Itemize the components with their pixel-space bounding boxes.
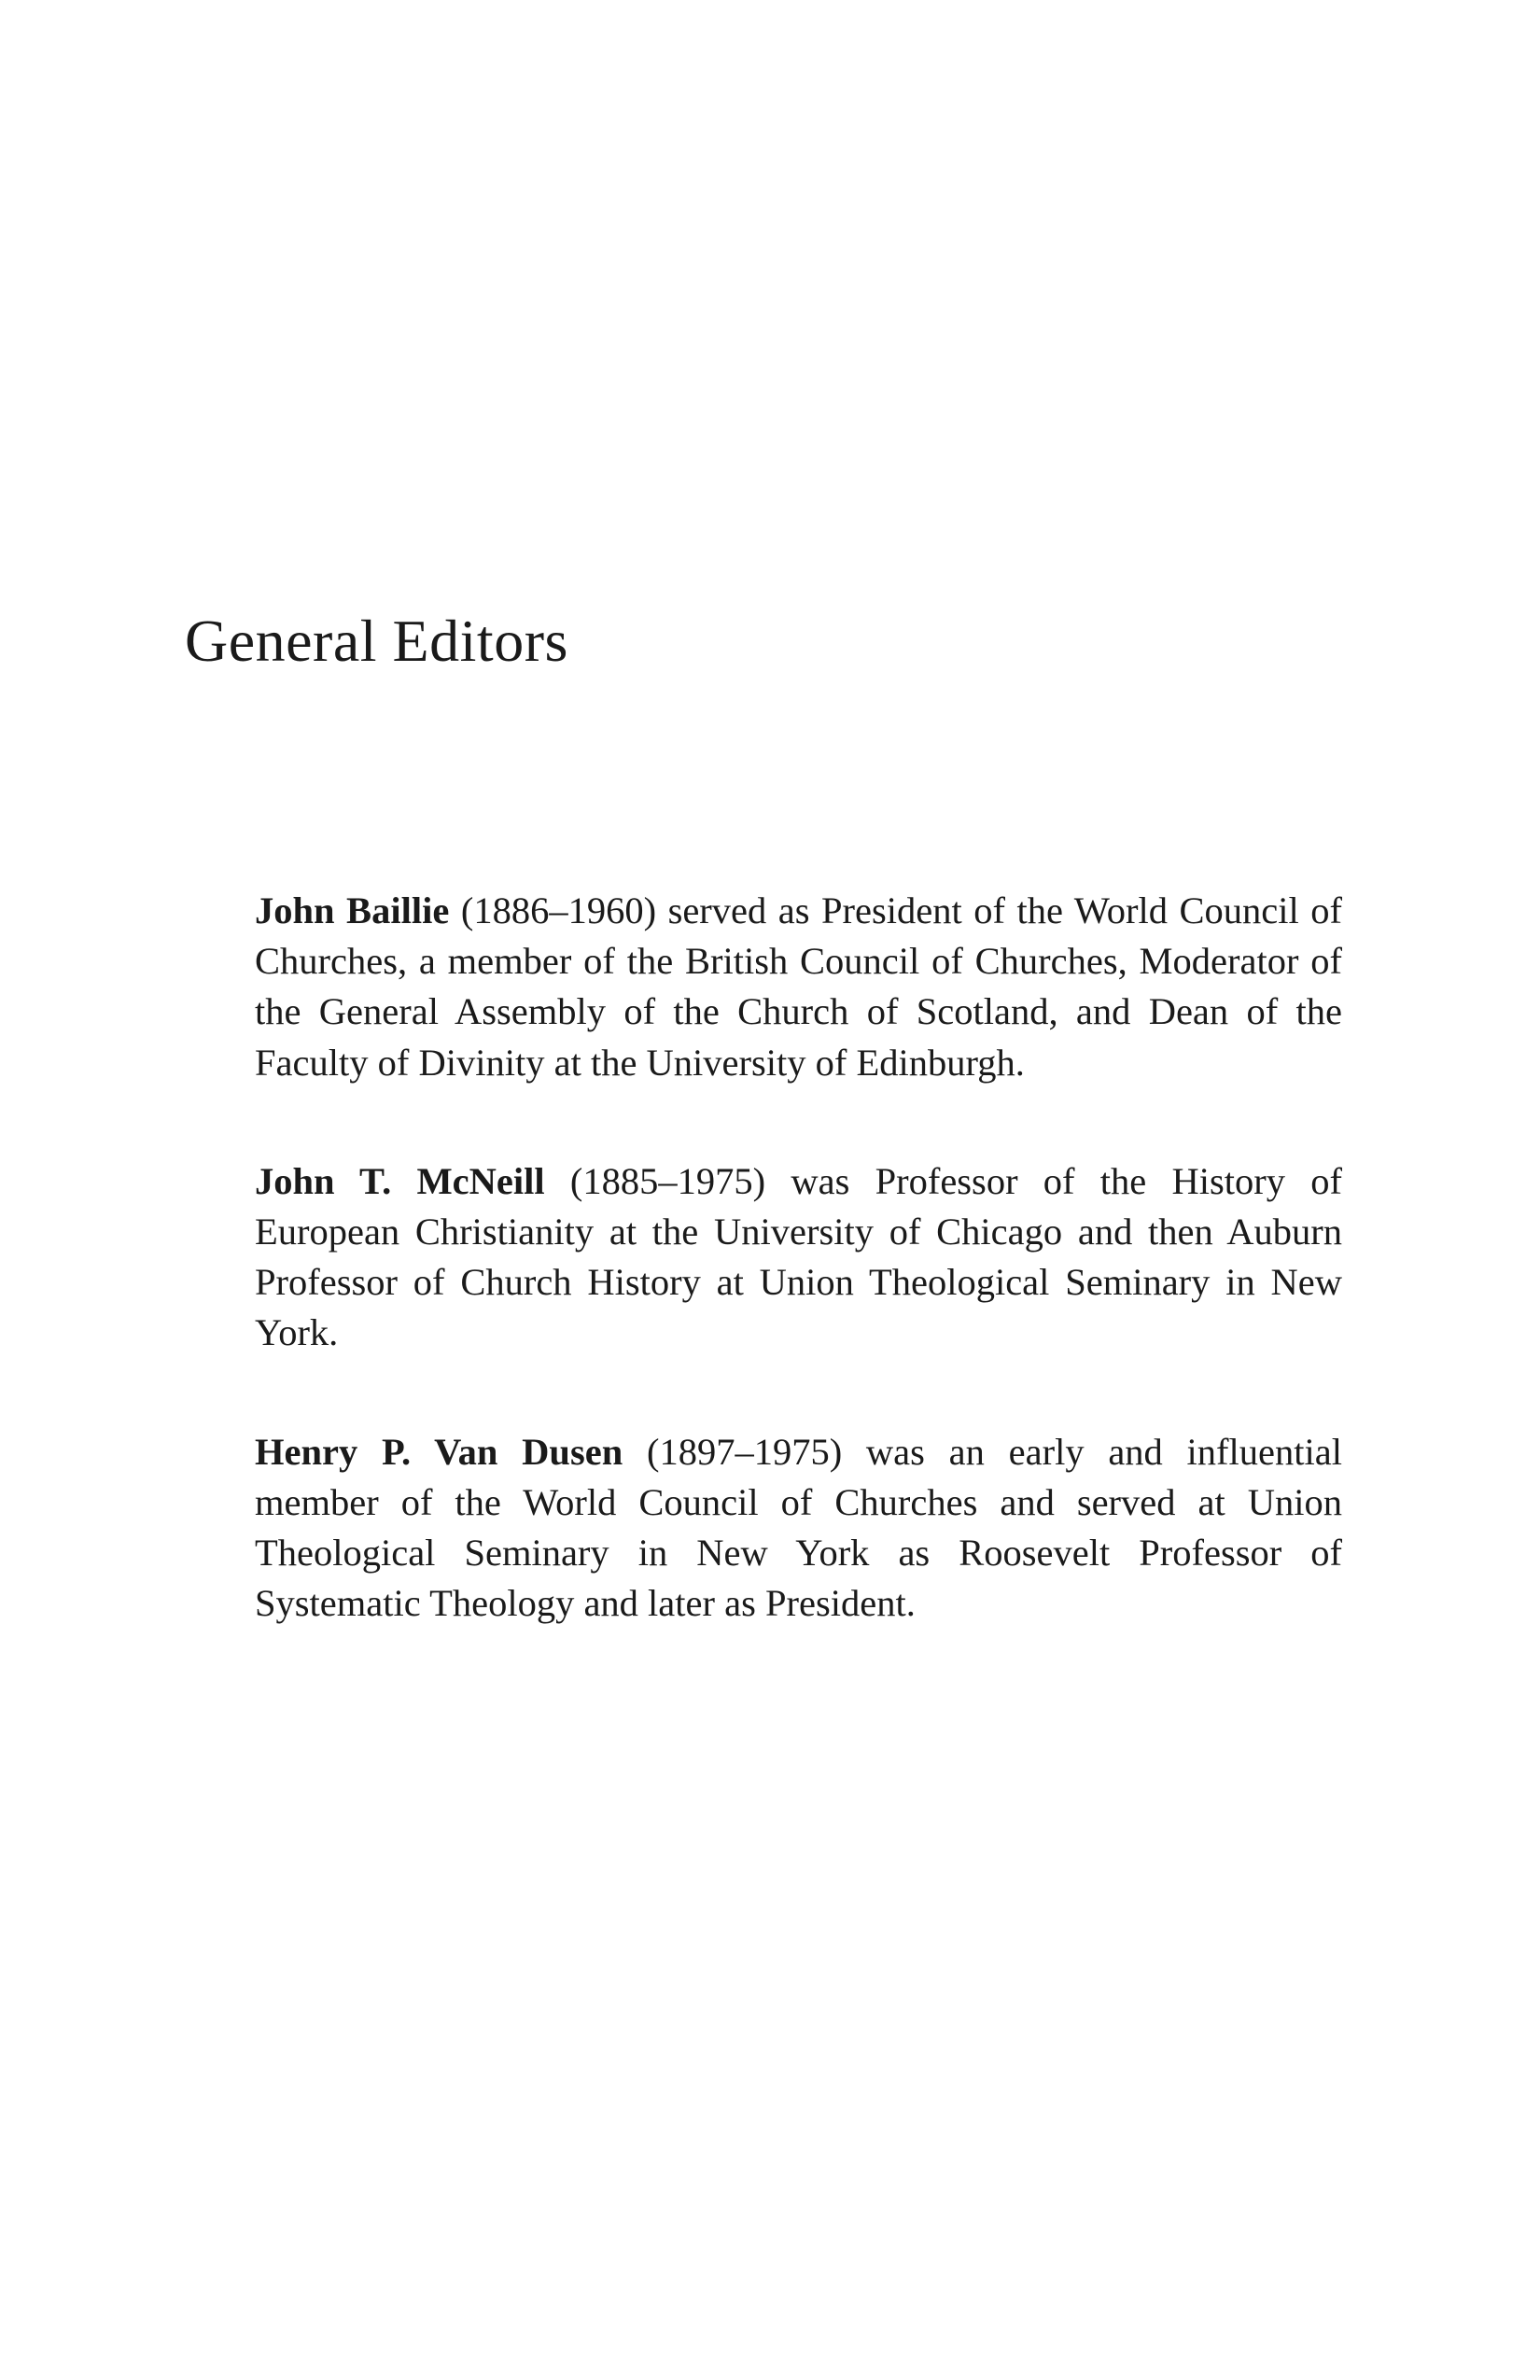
page-title: General Editors bbox=[185, 608, 568, 674]
editor-bio: (1885–1975) was Professor of the History of European Christianity at the University of Chicago and then Auburn Professor of Church History at Union Theological Seminary in New York. bbox=[255, 1159, 1342, 1354]
editor-entry-van-dusen bbox=[255, 1427, 1342, 1630]
editor-bio: (1897–1975) was an early and influential member of the World Council of Churches and served at Union Theological Seminary in New York as Roosevelt Professor of Systematic Theology and later as President. bbox=[255, 1430, 1342, 1625]
editor-name: John T. McNeill bbox=[255, 1159, 545, 1202]
editor-entry-baillie bbox=[255, 886, 1342, 1088]
editor-name: John Baillie bbox=[255, 889, 450, 931]
editor-bio: (1886–1960) served as President of the World Council of Churches, a member of the British Council of Churches, Moderator of the General Assembly of the Church of Scotland, and Dean of the Faculty of Divinity at the University of Edinburgh. bbox=[255, 889, 1343, 1084]
editor-list bbox=[255, 886, 1342, 1629]
editor-entry-mcneill bbox=[255, 1156, 1342, 1359]
editor-name: Henry P. Van Dusen bbox=[255, 1430, 623, 1473]
